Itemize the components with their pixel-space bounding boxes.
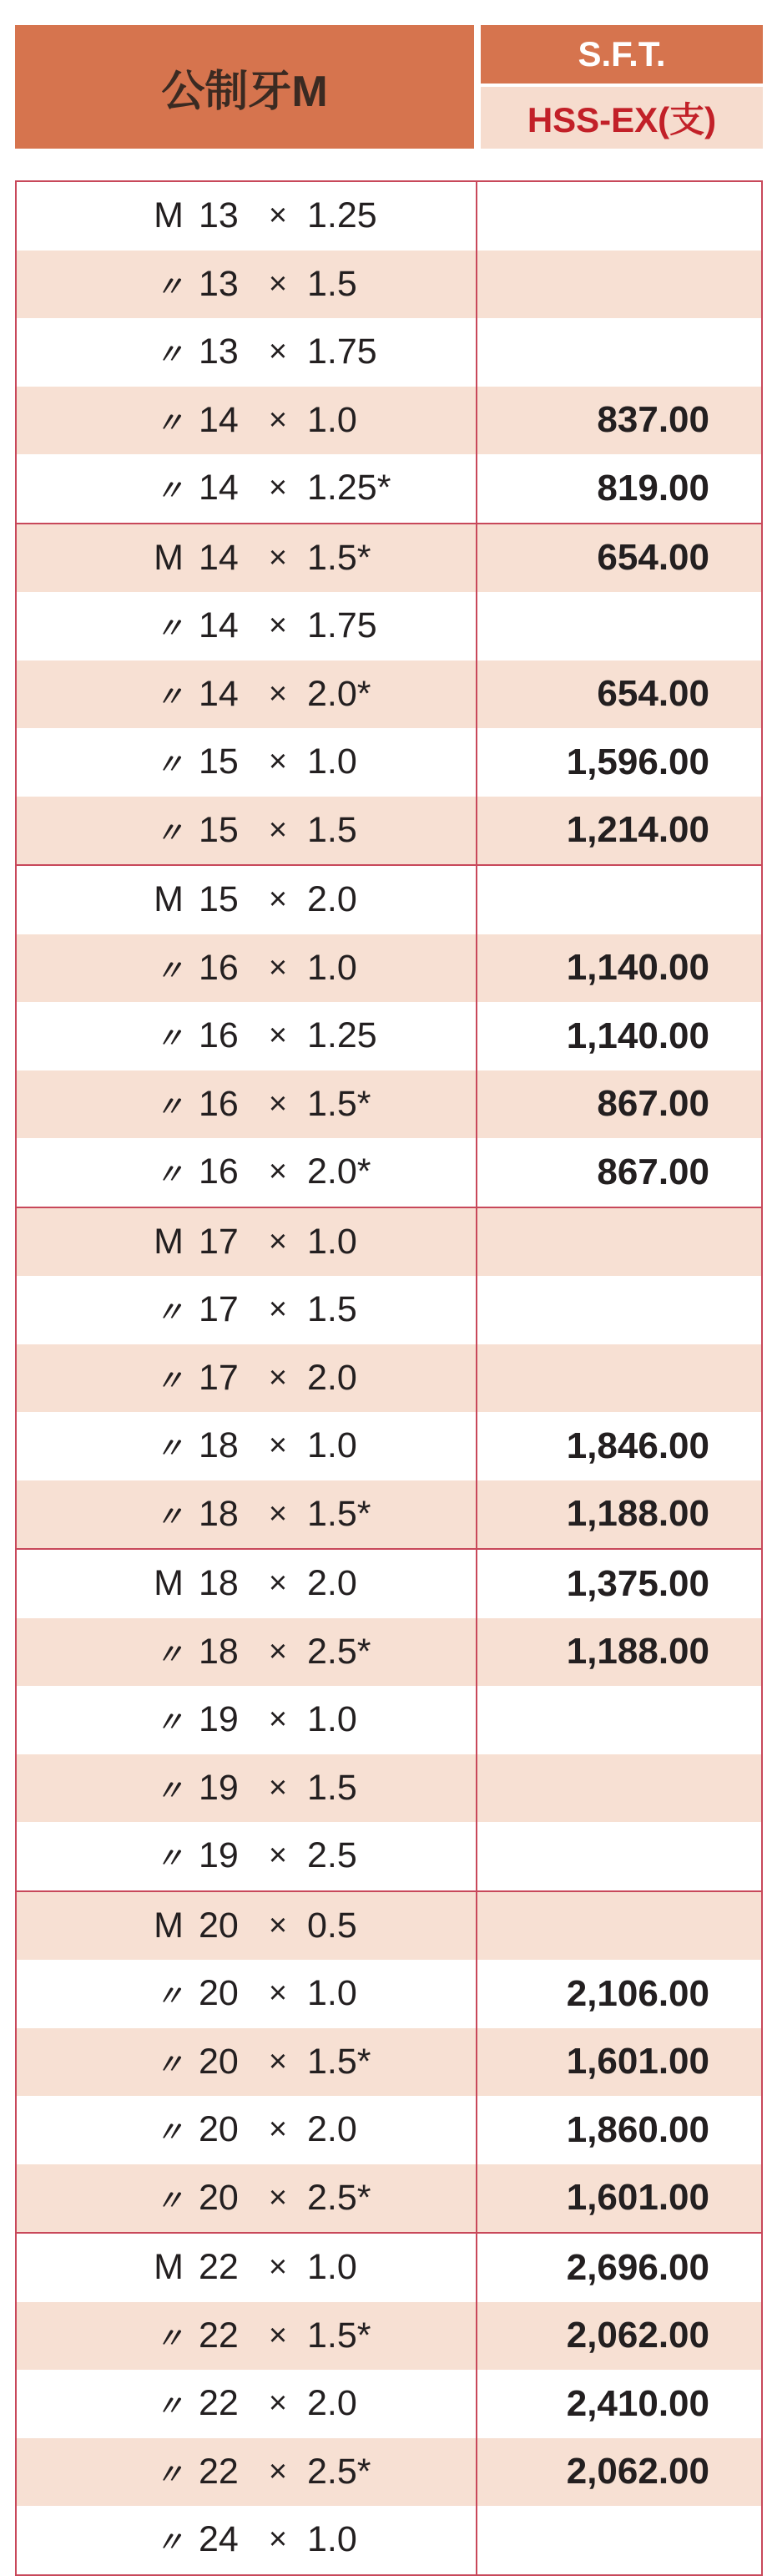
thread-size-cell xyxy=(17,728,477,797)
table-row xyxy=(17,592,761,660)
times-sign: × xyxy=(268,812,288,848)
thread-size-cell xyxy=(17,2438,477,2507)
price-cell xyxy=(477,251,761,319)
table-row xyxy=(17,797,761,865)
thread-size-cell xyxy=(17,866,477,934)
diameter-value: 14 xyxy=(199,468,239,509)
diameter-value: 20 xyxy=(199,1973,239,2014)
header-product-block xyxy=(481,25,763,149)
pitch-value: 2.0 xyxy=(307,879,357,920)
table-row xyxy=(17,1208,761,1277)
row-group xyxy=(17,523,761,865)
pitch-value: 1.25* xyxy=(307,468,391,509)
pitch-value: 2.0* xyxy=(307,673,371,714)
thread-size-cell xyxy=(17,934,477,1003)
diameter-value: 20 xyxy=(199,1905,239,1946)
times-sign: × xyxy=(268,1633,288,1669)
ditto-mark: 〃 xyxy=(155,2391,184,2423)
price-cell xyxy=(477,1276,761,1344)
table-row xyxy=(17,1344,761,1413)
header-brand: S.F.T. xyxy=(481,25,763,84)
times-sign: × xyxy=(268,1907,288,1943)
thread-size-cell xyxy=(17,1344,477,1413)
times-sign: × xyxy=(268,1223,288,1259)
diameter-value: 17 xyxy=(199,1221,239,1262)
table-row xyxy=(17,387,761,455)
ditto-mark: 〃 xyxy=(155,2117,184,2149)
price-cell: 1,188.00 xyxy=(566,1493,709,1535)
price-cell xyxy=(477,1686,761,1754)
price-cell xyxy=(477,1822,761,1890)
table-row xyxy=(17,524,761,593)
ditto-mark: 〃 xyxy=(155,613,184,645)
times-sign: × xyxy=(268,1769,288,1805)
thread-size-cell xyxy=(17,524,477,593)
pitch-value: 2.5* xyxy=(307,2451,371,2492)
diameter-value: 19 xyxy=(199,1699,239,1740)
diameter-value: 14 xyxy=(199,537,239,578)
table-row xyxy=(17,2028,761,2097)
price-cell: 654.00 xyxy=(597,673,709,715)
thread-size-cell xyxy=(17,592,477,660)
thread-size-cell xyxy=(17,2506,477,2574)
thread-size-cell xyxy=(17,454,477,523)
ditto-mark: 〃 xyxy=(155,1364,184,1397)
thread-size-cell xyxy=(17,251,477,319)
table-row xyxy=(17,1686,761,1754)
ditto-mark: 〃 xyxy=(155,339,184,372)
price-cell: 2,062.00 xyxy=(566,2315,709,2356)
diameter-value: 18 xyxy=(199,1631,239,1672)
pitch-value: 2.0 xyxy=(307,2383,357,2424)
diameter-value: 19 xyxy=(199,1835,239,1876)
ditto-mark: 〃 xyxy=(155,749,184,782)
thread-size-cell xyxy=(17,1892,477,1961)
metric-prefix: M xyxy=(154,1905,184,1946)
diameter-value: 15 xyxy=(199,809,239,850)
pitch-value: 1.5 xyxy=(307,809,357,850)
price-table xyxy=(15,180,763,2576)
price-cell: 867.00 xyxy=(597,1151,709,1192)
price-cell xyxy=(477,1892,761,1961)
diameter-value: 15 xyxy=(199,879,239,920)
diameter-value: 13 xyxy=(199,263,239,304)
table-row xyxy=(17,1276,761,1344)
pitch-value: 2.5* xyxy=(307,1631,371,1672)
thread-size-cell xyxy=(17,2164,477,2233)
thread-size-cell xyxy=(17,1686,477,1754)
thread-size-cell xyxy=(17,1002,477,1070)
pitch-value: 2.0 xyxy=(307,2109,357,2150)
pitch-value: 1.75 xyxy=(307,605,377,646)
price-cell xyxy=(477,318,761,387)
row-group xyxy=(17,2232,761,2574)
table-row xyxy=(17,2370,761,2438)
row-group xyxy=(17,182,761,523)
price-cell xyxy=(477,1344,761,1413)
price-cell: 1,188.00 xyxy=(566,1631,709,1673)
diameter-value: 13 xyxy=(199,331,239,372)
diameter-value: 22 xyxy=(199,2247,239,2288)
price-cell xyxy=(477,1754,761,1823)
thread-size-cell xyxy=(17,387,477,455)
table-row xyxy=(17,1070,761,1139)
ditto-mark: 〃 xyxy=(155,817,184,849)
pitch-value: 1.75 xyxy=(307,331,377,372)
thread-size-cell xyxy=(17,2028,477,2097)
pitch-value: 2.5* xyxy=(307,2177,371,2218)
thread-size-cell xyxy=(17,1138,477,1207)
pitch-value: 1.5* xyxy=(307,1083,371,1124)
times-sign: × xyxy=(268,2386,288,2422)
price-cell: 1,846.00 xyxy=(566,1425,709,1466)
price-cell: 1,214.00 xyxy=(566,809,709,851)
ditto-mark: 〃 xyxy=(155,1433,184,1465)
thread-size-cell xyxy=(17,2096,477,2164)
price-cell: 1,601.00 xyxy=(566,2177,709,2219)
pitch-value: 1.0 xyxy=(307,1425,357,1466)
thread-size-cell xyxy=(17,2234,477,2302)
ditto-mark: 〃 xyxy=(155,954,184,987)
table-row xyxy=(17,1138,761,1207)
table-row xyxy=(17,1960,761,2028)
thread-size-cell xyxy=(17,660,477,729)
pitch-value: 1.5 xyxy=(307,263,357,304)
ditto-mark: 〃 xyxy=(155,2048,184,2081)
diameter-value: 18 xyxy=(199,1425,239,1466)
ditto-mark: 〃 xyxy=(155,2322,184,2355)
price-cell: 1,375.00 xyxy=(566,1562,709,1604)
ditto-mark: 〃 xyxy=(155,681,184,713)
table-row xyxy=(17,251,761,319)
thread-size-cell xyxy=(17,1754,477,1823)
diameter-value: 22 xyxy=(199,2383,239,2424)
diameter-value: 13 xyxy=(199,195,239,236)
price-cell: 2,696.00 xyxy=(566,2246,709,2288)
times-sign: × xyxy=(268,2317,288,2353)
thread-size-cell xyxy=(17,1822,477,1890)
metric-prefix: M xyxy=(154,2247,184,2288)
pitch-value: 2.0* xyxy=(307,1151,371,1192)
times-sign: × xyxy=(268,1702,288,1738)
table-row xyxy=(17,318,761,387)
table-row xyxy=(17,182,761,251)
table-header xyxy=(15,25,763,149)
diameter-value: 20 xyxy=(199,2041,239,2082)
ditto-mark: 〃 xyxy=(155,1501,184,1533)
metric-prefix: M xyxy=(154,879,184,920)
times-sign: × xyxy=(268,1495,288,1531)
pitch-value: 1.0 xyxy=(307,947,357,988)
price-cell: 2,106.00 xyxy=(566,1972,709,2014)
row-group xyxy=(17,1890,761,2233)
ditto-mark: 〃 xyxy=(155,1023,184,1055)
table-row xyxy=(17,2164,761,2233)
ditto-mark: 〃 xyxy=(155,1297,184,1329)
table-row xyxy=(17,728,761,797)
metric-prefix: M xyxy=(154,1563,184,1604)
pitch-value: 1.5 xyxy=(307,1767,357,1808)
diameter-value: 14 xyxy=(199,673,239,714)
table-row xyxy=(17,2302,761,2371)
price-cell: 1,140.00 xyxy=(566,947,709,989)
table-row xyxy=(17,2506,761,2574)
price-cell: 1,860.00 xyxy=(566,2108,709,2150)
thread-size-cell xyxy=(17,2370,477,2438)
price-cell: 2,410.00 xyxy=(566,2382,709,2424)
diameter-value: 20 xyxy=(199,2109,239,2150)
ditto-mark: 〃 xyxy=(155,271,184,303)
thread-size-cell xyxy=(17,1208,477,1277)
header-product: HSS-EX(支) xyxy=(481,87,763,149)
pitch-value: 1.25 xyxy=(307,1015,377,1056)
metric-prefix: M xyxy=(154,195,184,236)
table-row xyxy=(17,2096,761,2164)
ditto-mark: 〃 xyxy=(155,1091,184,1123)
diameter-value: 16 xyxy=(199,1015,239,1056)
thread-size-cell xyxy=(17,1480,477,1549)
diameter-value: 18 xyxy=(199,1563,239,1604)
ditto-mark: 〃 xyxy=(155,475,184,508)
diameter-value: 14 xyxy=(199,605,239,646)
price-cell: 2,062.00 xyxy=(566,2451,709,2492)
thread-size-cell xyxy=(17,1550,477,1618)
pitch-value: 1.5* xyxy=(307,2041,371,2082)
price-cell xyxy=(477,2506,761,2574)
times-sign: × xyxy=(268,266,288,301)
times-sign: × xyxy=(268,2453,288,2489)
diameter-value: 22 xyxy=(199,2315,239,2356)
price-cell: 837.00 xyxy=(597,399,709,441)
price-sheet xyxy=(15,25,763,2576)
pitch-value: 1.0 xyxy=(307,399,357,440)
pitch-value: 1.5* xyxy=(307,2315,371,2356)
ditto-mark: 〃 xyxy=(155,2527,184,2559)
times-sign: × xyxy=(268,198,288,234)
times-sign: × xyxy=(268,2250,288,2285)
times-sign: × xyxy=(268,1428,288,1464)
diameter-value: 20 xyxy=(199,2177,239,2218)
pitch-value: 1.0 xyxy=(307,1221,357,1262)
table-row xyxy=(17,1550,761,1618)
diameter-value: 16 xyxy=(199,1083,239,1124)
times-sign: × xyxy=(268,2522,288,2558)
thread-size-cell xyxy=(17,797,477,865)
ditto-mark: 〃 xyxy=(155,1843,184,1875)
pitch-value: 1.0 xyxy=(307,2519,357,2560)
price-cell: 867.00 xyxy=(597,1083,709,1125)
diameter-value: 22 xyxy=(199,2451,239,2492)
pitch-value: 1.25 xyxy=(307,195,377,236)
price-cell: 1,601.00 xyxy=(566,2041,709,2083)
thread-size-cell xyxy=(17,2302,477,2371)
row-group xyxy=(17,1548,761,1890)
price-cell: 819.00 xyxy=(597,467,709,509)
table-row xyxy=(17,866,761,934)
pitch-value: 0.5 xyxy=(307,1905,357,1946)
diameter-value: 19 xyxy=(199,1767,239,1808)
table-row xyxy=(17,1618,761,1687)
diameter-value: 14 xyxy=(199,399,239,440)
price-cell xyxy=(477,1208,761,1277)
header-title: 公制牙M xyxy=(15,25,474,149)
table-row xyxy=(17,1480,761,1549)
thread-size-cell xyxy=(17,1412,477,1480)
times-sign: × xyxy=(268,1566,288,1602)
ditto-mark: 〃 xyxy=(155,1707,184,1739)
price-cell: 654.00 xyxy=(597,537,709,579)
table-row xyxy=(17,2234,761,2302)
thread-size-cell xyxy=(17,1618,477,1687)
times-sign: × xyxy=(268,949,288,985)
table-row xyxy=(17,1002,761,1070)
thread-size-cell xyxy=(17,1070,477,1139)
pitch-value: 1.5 xyxy=(307,1289,357,1330)
table-row xyxy=(17,1412,761,1480)
thread-size-cell xyxy=(17,182,477,251)
times-sign: × xyxy=(268,1976,288,2012)
metric-prefix: M xyxy=(154,537,184,578)
times-sign: × xyxy=(268,1292,288,1328)
pitch-value: 2.5 xyxy=(307,1835,357,1876)
table-row xyxy=(17,1754,761,1823)
diameter-value: 15 xyxy=(199,741,239,782)
ditto-mark: 〃 xyxy=(155,2458,184,2491)
pitch-value: 1.0 xyxy=(307,1973,357,2014)
diameter-value: 16 xyxy=(199,947,239,988)
pitch-value: 1.0 xyxy=(307,1699,357,1740)
pitch-value: 1.5* xyxy=(307,537,371,578)
pitch-value: 2.0 xyxy=(307,1563,357,1604)
ditto-mark: 〃 xyxy=(155,1638,184,1671)
row-group xyxy=(17,864,761,1207)
times-sign: × xyxy=(268,2112,288,2148)
ditto-mark: 〃 xyxy=(155,2184,184,2217)
times-sign: × xyxy=(268,539,288,575)
table-row xyxy=(17,934,761,1003)
table-row xyxy=(17,454,761,523)
pitch-value: 1.0 xyxy=(307,2247,357,2288)
metric-prefix: M xyxy=(154,1221,184,1262)
diameter-value: 24 xyxy=(199,2519,239,2560)
times-sign: × xyxy=(268,402,288,438)
times-sign: × xyxy=(268,882,288,918)
times-sign: × xyxy=(268,334,288,370)
times-sign: × xyxy=(268,744,288,780)
table-row xyxy=(17,1892,761,1961)
thread-size-cell xyxy=(17,1960,477,2028)
pitch-value: 1.5* xyxy=(307,1493,371,1534)
thread-size-cell xyxy=(17,318,477,387)
price-cell xyxy=(477,182,761,251)
diameter-value: 16 xyxy=(199,1151,239,1192)
times-sign: × xyxy=(268,2043,288,2079)
times-sign: × xyxy=(268,1018,288,1054)
ditto-mark: 〃 xyxy=(155,1159,184,1192)
table-row xyxy=(17,2438,761,2507)
table-row xyxy=(17,1822,761,1890)
diameter-value: 17 xyxy=(199,1357,239,1398)
pitch-value: 1.0 xyxy=(307,741,357,782)
row-group xyxy=(17,1207,761,1549)
times-sign: × xyxy=(268,1359,288,1395)
table-row xyxy=(17,660,761,729)
times-sign: × xyxy=(268,470,288,506)
times-sign: × xyxy=(268,608,288,644)
diameter-value: 17 xyxy=(199,1289,239,1330)
ditto-mark: 〃 xyxy=(155,1981,184,2013)
times-sign: × xyxy=(268,1086,288,1121)
times-sign: × xyxy=(268,2179,288,2215)
price-cell xyxy=(477,592,761,660)
ditto-mark: 〃 xyxy=(155,407,184,439)
ditto-mark: 〃 xyxy=(155,1774,184,1807)
pitch-value: 2.0 xyxy=(307,1357,357,1398)
times-sign: × xyxy=(268,1838,288,1874)
price-cell xyxy=(477,866,761,934)
diameter-value: 18 xyxy=(199,1493,239,1534)
times-sign: × xyxy=(268,1154,288,1190)
price-cell: 1,596.00 xyxy=(566,741,709,782)
times-sign: × xyxy=(268,676,288,711)
price-cell: 1,140.00 xyxy=(566,1015,709,1056)
thread-size-cell xyxy=(17,1276,477,1344)
